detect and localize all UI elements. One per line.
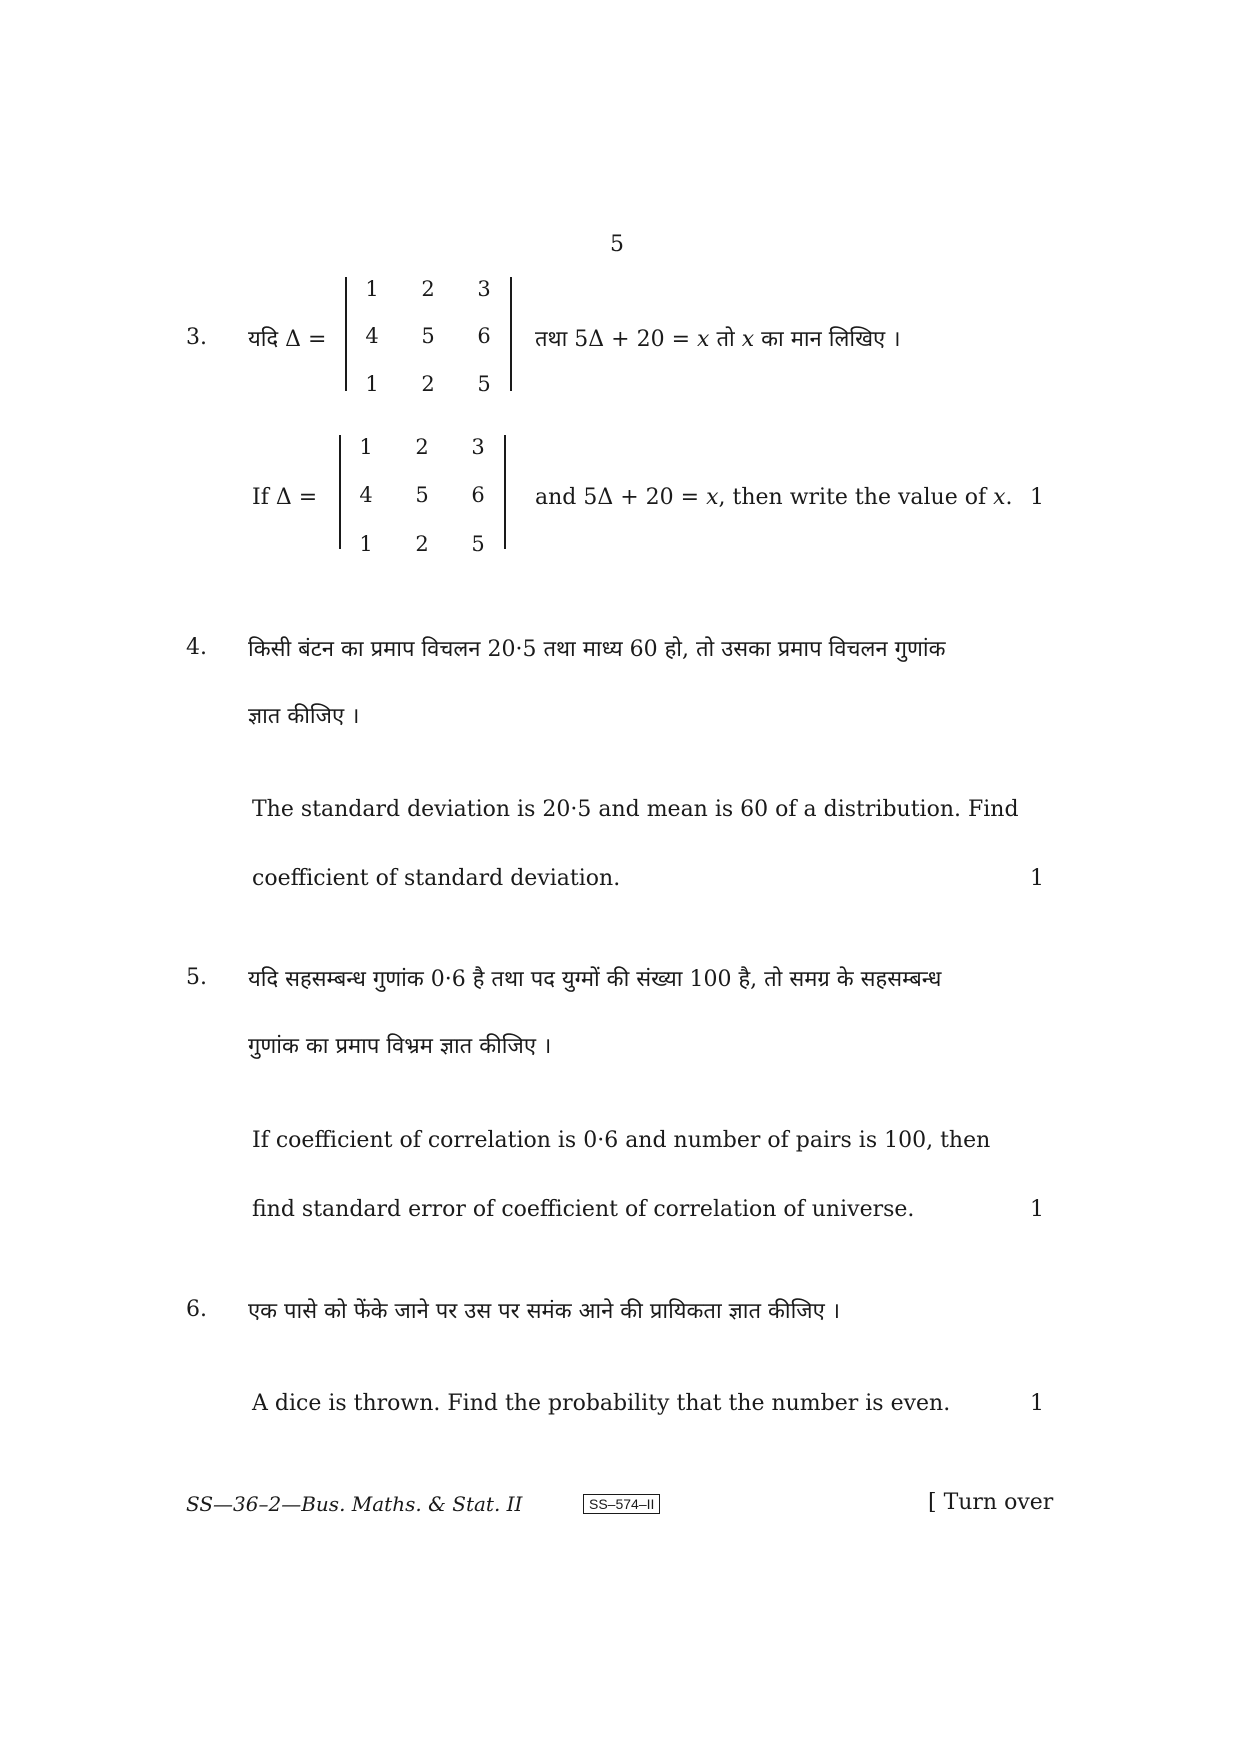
q6-marks: 1 xyxy=(1030,1391,1044,1416)
q4-hindi-line2: ज्ञात कीजिए । xyxy=(248,704,360,729)
q4-hindi-line1: किसी बंटन का प्रमाप विचलन 20·5 तथा माध्य 60 हो, तो उसका प्रमाप विचलन गुणांक xyxy=(248,637,946,662)
det-cell: 1 xyxy=(359,435,373,459)
det-cell: 4 xyxy=(365,324,379,348)
det-cell: 5 xyxy=(421,324,435,348)
q5-hindi-line2: गुणांक का प्रमाप विभ्रम ज्ञात कीजिए । xyxy=(248,1034,552,1059)
q6-number: 6. xyxy=(186,1297,207,1322)
q6-hindi-line1: एक पासे को फेंके जाने पर उस पर समंक आने की प्रायिकता ज्ञात कीजिए । xyxy=(248,1299,841,1324)
q3-en-suffix-a: and 5Δ + 20 = xyxy=(535,485,700,510)
q5-number: 5. xyxy=(186,965,207,990)
q3-en-equation xyxy=(535,485,1013,510)
det-cell: 2 xyxy=(421,277,435,301)
det-cell: 2 xyxy=(415,532,429,556)
q3-en-var-x: x xyxy=(993,485,1006,510)
q3-hindi-var-x: x xyxy=(741,327,755,352)
q3-marks: 1 xyxy=(1030,485,1044,510)
q3-hindi-equation xyxy=(535,323,901,353)
det-cell: 6 xyxy=(477,324,491,348)
q5-hindi-line1: यदि सहसम्बन्ध गुणांक 0·6 है तथा पद युग्मों की संख्या 100 है, तो समग्र के सहसम्बन्ध xyxy=(248,967,942,992)
q3-hindi-determinant xyxy=(345,277,512,396)
det-cell: 5 xyxy=(415,483,429,507)
q5-en-line1: If coefficient of correlation is 0·6 and number of pairs is 100, then xyxy=(252,1128,991,1153)
q3-hindi-suffix-c: का मान लिखिए । xyxy=(761,327,901,352)
q3-en-suffix-c: . xyxy=(1005,485,1013,510)
det-cell: 5 xyxy=(477,372,491,396)
footer-subject: SS—36–2—Bus. Maths. & Stat. II xyxy=(186,1492,523,1516)
q3-hindi-suffix-a: तथा 5Δ + 20 = xyxy=(535,327,691,352)
q3-hindi-var-x: x xyxy=(697,327,710,352)
det-cell: 3 xyxy=(471,435,485,459)
q3-en-determinant xyxy=(339,435,506,556)
paper-code-box: SS–574–II xyxy=(583,1494,660,1514)
q4-marks: 1 xyxy=(1030,866,1044,891)
det-cell: 1 xyxy=(365,277,379,301)
q4-number: 4. xyxy=(186,635,207,660)
det-cell: 5 xyxy=(471,532,485,556)
turn-over-label: [ Turn over xyxy=(928,1490,1054,1515)
q3-hindi-suffix-b: तो xyxy=(716,327,735,352)
det-cell: 4 xyxy=(359,483,373,507)
det-cell: 2 xyxy=(415,435,429,459)
q3-en-prefix: If Δ = xyxy=(252,485,318,510)
q5-marks: 1 xyxy=(1030,1197,1044,1222)
q5-en-line2: find standard error of coefficient of correlation of universe. xyxy=(252,1197,915,1222)
det-cell: 6 xyxy=(471,483,485,507)
q3-number: 3. xyxy=(186,325,207,350)
page-number: 5 xyxy=(610,232,624,257)
det-cell: 1 xyxy=(365,372,379,396)
q3-en-suffix-b: , then write the value of xyxy=(718,485,987,510)
q6-en-line1: A dice is thrown. Find the probability that the number is even. xyxy=(252,1391,951,1416)
det-cell: 3 xyxy=(477,277,491,301)
q3-en-var-x: x xyxy=(706,485,719,510)
q4-en-line2: coefficient of standard deviation. xyxy=(252,866,621,891)
q3-hindi-prefix: यदि Δ = xyxy=(248,327,327,352)
det-cell: 2 xyxy=(421,372,435,396)
det-cell: 1 xyxy=(359,532,373,556)
q4-en-line1: The standard deviation is 20·5 and mean is 60 of a distribution. Find xyxy=(252,797,1019,822)
